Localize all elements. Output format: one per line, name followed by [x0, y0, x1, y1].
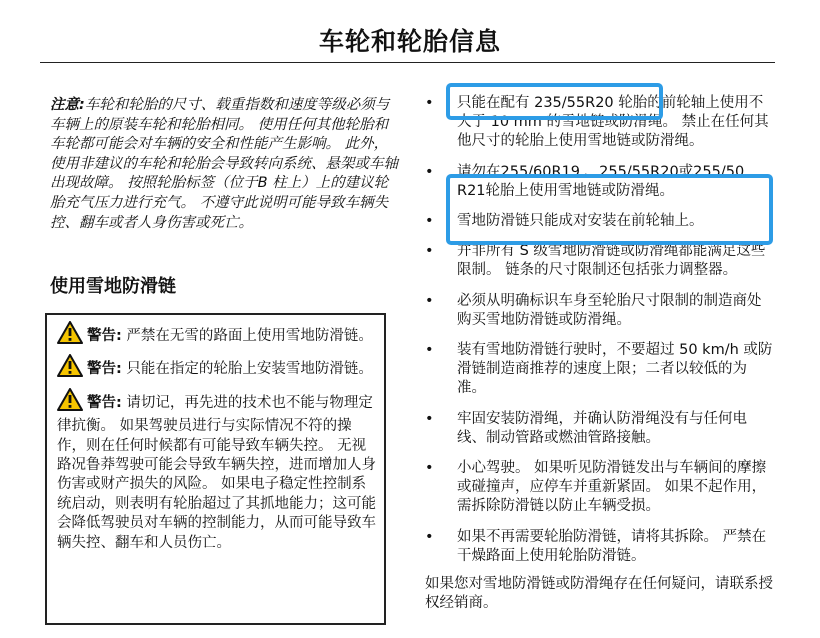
- bullet-icon: •: [425, 528, 434, 545]
- list-item-text: 请勿在255/60R19 、255/55R20或255/50 R21轮胎上使用雪地链或防滑绳。: [457, 163, 745, 199]
- list-item-text: 装有雪地防滑链行驶时，不要超过 50 km/h 或防滑链制造商推荐的速度上限；二者以较低的为准。: [457, 342, 773, 397]
- list-item-text: 如果不再需要轮胎防滑链，请将其拆除。 严禁在干燥路面上使用轮胎防滑链。: [457, 528, 767, 564]
- bullet-list: [425, 94, 775, 566]
- title-divider: [40, 62, 775, 63]
- list-item: [425, 242, 775, 280]
- warning-box: [45, 313, 386, 625]
- bullet-icon: •: [425, 213, 434, 230]
- bullet-icon: •: [425, 342, 434, 359]
- list-item-text: 雪地防滑链只能成对安装在前轮轴上。: [457, 213, 704, 230]
- bullet-icon: •: [425, 292, 434, 309]
- warning-item: [57, 321, 376, 350]
- chain-instructions: [425, 94, 775, 613]
- note-text: 车轮和轮胎的尺寸、载重指数和速度等级必须与车辆上的原装车轮和轮胎相同。 使用任何其他轮胎和车轮都可能会对车辆的安全和性能产生影响。 此外，使用非建议的车轮和轮胎会导致转向系统、悬架或车轴出现故障。 按照轮胎标签（位于B 柱上）上的建议轮胎充气压力进行充气。 不遵守此说明可能导致车辆失控、翻车或者人身伤害或死亡。: [50, 97, 398, 231]
- bullet-icon: •: [425, 163, 434, 180]
- warning-triangle-icon: [57, 321, 83, 350]
- bullet-icon: •: [425, 460, 434, 477]
- list-item: [425, 528, 775, 566]
- section-heading: 使用雪地防滑链: [50, 276, 176, 297]
- footer-note: 如果您对雪地防滑链或防滑绳存在任何疑问，请联系授权经销商。: [425, 576, 773, 612]
- warning-item: [57, 354, 376, 383]
- list-item-text: 小心驾驶。 如果听见防滑链发出与车辆间的摩擦或碰撞声，应停车并重新紧固。 如果不起作用，需拆除防滑链以防止车辆受损。: [457, 460, 767, 515]
- list-item: [425, 459, 775, 517]
- highlight-box-tire-size: [446, 83, 663, 120]
- warning-triangle-icon: [57, 354, 83, 383]
- warning-text: 只能在指定的轮胎上安装雪地防滑链。: [126, 361, 373, 378]
- warning-label: 警告:: [87, 328, 122, 344]
- list-item-text: 牢固安装防滑绳，并确认防滑绳没有与任何电线、制动管路或燃油管路接触。: [457, 410, 747, 446]
- list-item-text: 只能在配有 235/55R20 轮胎的前轮轴上使用不大于 10 mm 的雪地链或防滑绳。 禁止在任何其他尺寸的轮胎上使用雪地链或防滑绳。: [457, 95, 769, 150]
- highlight-box-restricted-tires: [446, 174, 773, 245]
- note-label: 注意:: [50, 97, 85, 113]
- bullet-icon: •: [425, 410, 434, 427]
- bullet-icon: •: [425, 95, 434, 111]
- bullet-icon: •: [425, 243, 434, 260]
- list-item: [425, 292, 775, 330]
- note-paragraph: [50, 96, 400, 233]
- warning-text: 请切记，再先进的技术也不能与物理定律抗衡。 如果驾驶员进行与实际情况不符的操作，则在任何时候都有可能导致车辆失控。 无视路况鲁莽驾驶可能会导致车辆失控，进而增加人身伤害或财产损失的风险。 如果电子稳定性控制系统启动，则表明有轮胎超过了其抓地能力；这可能会降低驾驶员对车辆的控制能力，从而可能导致车辆失控、翻车和人员伤亡。: [57, 394, 376, 551]
- list-item-text: 必须从明确标识车身至轮胎尺寸限制的制造商处购买雪地防滑链或防滑绳。: [457, 292, 762, 328]
- warning-triangle-icon: [57, 388, 83, 417]
- warning-text: 严禁在无雪的路面上使用雪地防滑链。: [126, 328, 373, 344]
- warning-label: 警告:: [87, 361, 122, 378]
- list-item-text: 并非所有 S 级雪地防滑链或防滑绳都能满足这些限制。 链条的尺寸限制还包括张力调整器。: [457, 243, 766, 279]
- warning-label: 警告:: [87, 394, 122, 411]
- warning-item: [57, 388, 376, 553]
- list-item: [425, 341, 775, 399]
- page-title: 车轮和轮胎信息: [318, 27, 501, 56]
- list-item: [425, 410, 775, 448]
